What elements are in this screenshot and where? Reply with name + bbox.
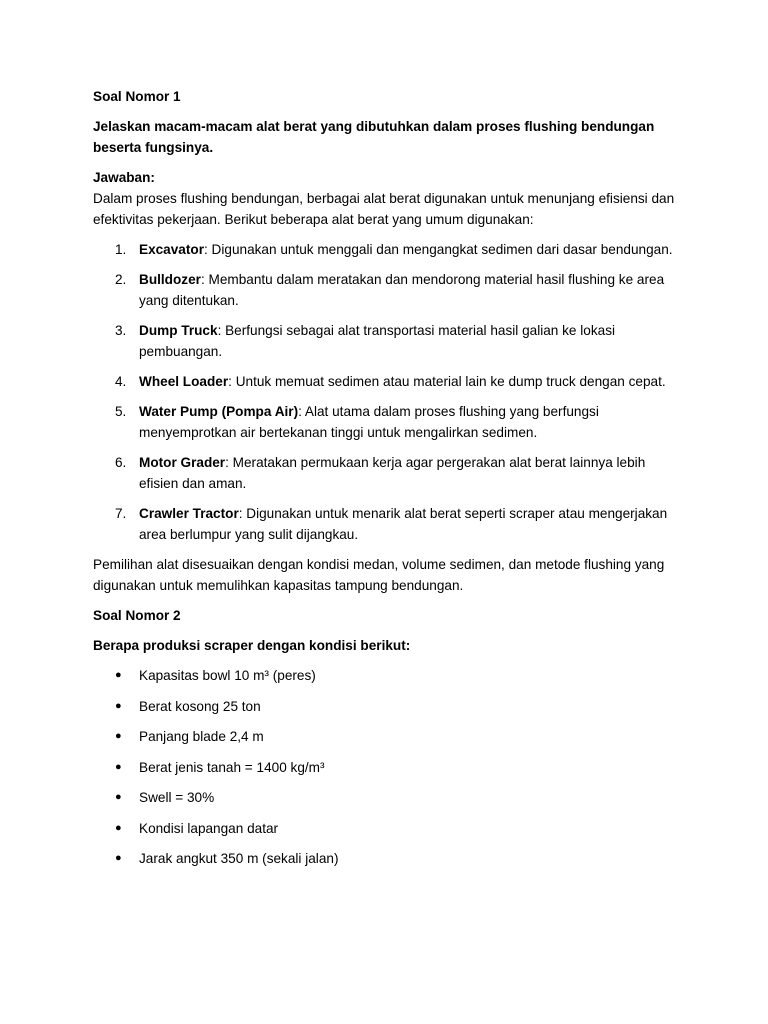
list-item bbox=[93, 848, 683, 869]
list-item bbox=[93, 371, 683, 392]
list-item bbox=[93, 269, 683, 311]
condition-text: Swell = 30% bbox=[139, 790, 215, 805]
list-item bbox=[93, 787, 683, 808]
list-item bbox=[93, 757, 683, 778]
equipment-name: Wheel Loader bbox=[139, 374, 229, 389]
scraper-conditions-list bbox=[93, 665, 683, 869]
soal-1-closing: Pemilihan alat disesuaikan dengan kondisi medan, volume sedimen, dan metode flushing yang digunakan untuk memulihkan kapasitas tampung bendungan. bbox=[93, 557, 665, 593]
condition-text: Kondisi lapangan datar bbox=[139, 820, 279, 836]
equipment-name: Dump Truck bbox=[139, 323, 218, 338]
list-item bbox=[93, 665, 683, 686]
equipment-name: Water Pump (Pompa Air) bbox=[139, 404, 299, 419]
list-number: 5. bbox=[115, 404, 127, 419]
heavy-equipment-list bbox=[93, 239, 683, 545]
list-number: 1. bbox=[115, 242, 127, 257]
soal-1-heading: Soal Nomor 1 bbox=[93, 89, 181, 104]
answer-intro: Dalam proses flushing bendungan, berbagai alat berat digunakan untuk menunjang efisiensi dan efektivitas pekerjaan. Berikut beberapa alat berat yang umum digunakan: bbox=[93, 191, 675, 227]
condition-text: Kapasitas bowl 10 m³ (peres) bbox=[139, 668, 316, 683]
bullet-dot-icon: ● bbox=[115, 821, 122, 834]
list-number: 2. bbox=[115, 272, 127, 287]
equipment-description: : Digunakan untuk menarik alat berat seperti scraper atau mengerjakan area berlumpur yang sulit dijangkau. bbox=[139, 506, 668, 542]
list-item bbox=[93, 818, 683, 839]
list-item bbox=[93, 320, 683, 362]
bullet-dot-icon: ● bbox=[115, 730, 122, 742]
equipment-description: : Meratakan permukaan kerja agar pergerakan alat berat lainnya lebih efisien dan aman. bbox=[139, 455, 646, 491]
bullet-dot-icon: ● bbox=[115, 852, 122, 864]
list-number: 3. bbox=[115, 323, 127, 338]
bullet-dot-icon: ● bbox=[115, 791, 122, 803]
equipment-name: Motor Grader bbox=[139, 455, 226, 470]
soal-2-question: Berapa produksi scraper dengan kondisi berikut: bbox=[93, 638, 411, 653]
soal-2-heading: Soal Nomor 2 bbox=[93, 608, 181, 623]
list-item bbox=[93, 503, 683, 545]
equipment-name: Excavator bbox=[139, 242, 204, 257]
condition-text: Panjang blade 2,4 m bbox=[139, 729, 264, 744]
list-number: 7. bbox=[115, 506, 127, 521]
answer-label: Jawaban: bbox=[93, 170, 155, 185]
list-number: 6. bbox=[115, 455, 127, 470]
soal-1-answer-block bbox=[93, 167, 683, 230]
document-page bbox=[93, 86, 683, 879]
soal-1-question: Jelaskan macam-macam alat berat yang dibutuhkan dalam proses flushing bendungan beserta fungsinya. bbox=[93, 119, 655, 155]
list-item bbox=[93, 452, 683, 494]
equipment-description: : Untuk memuat sedimen atau material lain ke dump truck dengan cepat. bbox=[228, 374, 666, 389]
list-item bbox=[93, 696, 683, 717]
equipment-description: : Membantu dalam meratakan dan mendorong material hasil flushing ke area yang ditentukan. bbox=[139, 272, 665, 308]
condition-text: Berat jenis tanah = 1400 kg/m³ bbox=[139, 759, 325, 775]
equipment-description: : Alat utama dalam proses flushing yang berfungsi menyemprotkan air bertekanan tinggi untuk mengalirkan sedimen. bbox=[139, 404, 599, 440]
bullet-dot-icon: ● bbox=[115, 699, 122, 712]
condition-text: Jarak angkut 350 m (sekali jalan) bbox=[139, 851, 339, 866]
bullet-dot-icon: ● bbox=[115, 760, 122, 773]
equipment-description: : Digunakan untuk menggali dan mengangkat sedimen dari dasar bendungan. bbox=[204, 242, 673, 257]
list-item bbox=[93, 239, 683, 260]
list-number: 4. bbox=[115, 374, 127, 389]
equipment-description: : Berfungsi sebagai alat transportasi material hasil galian ke lokasi pembuangan. bbox=[139, 323, 616, 359]
list-item bbox=[93, 401, 683, 443]
equipment-name: Crawler Tractor bbox=[139, 506, 239, 521]
condition-text: Berat kosong 25 ton bbox=[139, 698, 261, 714]
bullet-dot-icon: ● bbox=[115, 669, 122, 681]
list-item bbox=[93, 726, 683, 747]
equipment-name: Bulldozer bbox=[139, 272, 201, 287]
